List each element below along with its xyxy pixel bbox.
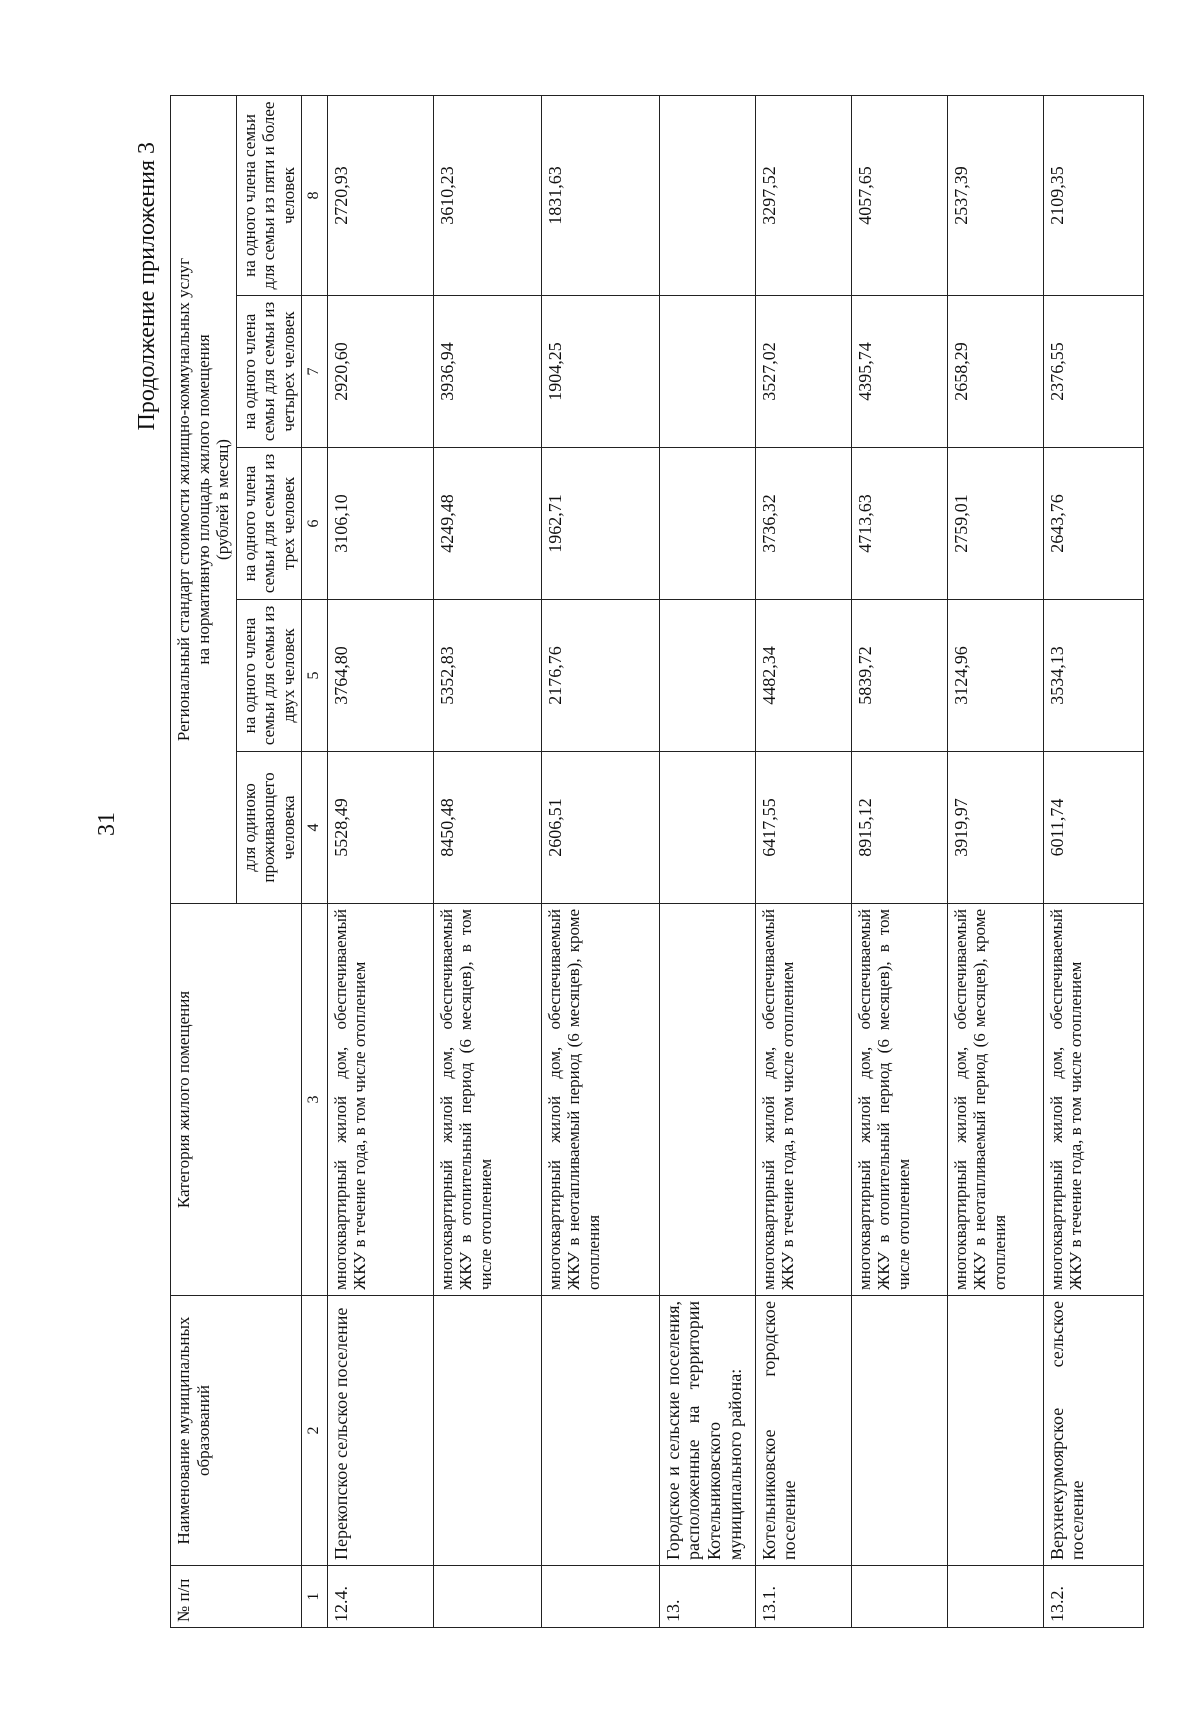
- row-category: многоквартирный жилой дом, обеспечиваемый ЖКУ в течение года, в том числе отоплением: [327, 904, 433, 1296]
- table-body: [327, 95, 1143, 1627]
- row-value: 3106,10: [327, 448, 433, 600]
- row-municipality: Городское и сельские поселения, расположенные на территории Котельниковского муниципального района:: [659, 1296, 755, 1566]
- row-value: 2643,76: [1043, 448, 1143, 600]
- column-number: 2: [302, 1296, 327, 1566]
- table-row: [327, 95, 433, 1627]
- row-municipality: [541, 1296, 659, 1566]
- row-value: 6417,55: [755, 752, 851, 904]
- row-category: многоквартирный жилой дом, обеспечиваемый ЖКУ в течение года, в том числе отоплением: [755, 904, 851, 1296]
- row-value: 5352,83: [433, 600, 541, 752]
- row-value: 8915,12: [851, 752, 947, 904]
- row-category: многоквартирный жилой дом, обеспечиваемый ЖКУ в неотапливаемый период (6 месяцев), кроме отопления: [541, 904, 659, 1296]
- table-row: [755, 95, 851, 1627]
- row-municipality: [851, 1296, 947, 1566]
- row-value: [659, 600, 755, 752]
- header-group-line1: Региональный стандарт стоимости жилищно-коммунальных услуг: [174, 257, 193, 742]
- header-col-4: для одиноко проживающего человека: [236, 752, 302, 904]
- row-index: [947, 1566, 1043, 1628]
- column-number: 7: [302, 296, 327, 448]
- row-value: 1904,25: [541, 296, 659, 448]
- column-number: 8: [302, 95, 327, 295]
- table-row: [659, 95, 755, 1627]
- row-category: многоквартирный жилой дом, обеспечиваемый ЖКУ в неотапливаемый период (6 месяцев), кроме отопления: [947, 904, 1043, 1296]
- row-value: 3527,02: [755, 296, 851, 448]
- row-value: 4249,48: [433, 448, 541, 600]
- row-value: 5528,49: [327, 752, 433, 904]
- row-value: 3124,96: [947, 600, 1043, 752]
- row-value: 2759,01: [947, 448, 1043, 600]
- row-municipality: Перекопское сельское поселение: [327, 1296, 433, 1566]
- row-index: 12.4.: [327, 1566, 433, 1628]
- row-value: 2376,55: [1043, 296, 1143, 448]
- column-number: 6: [302, 448, 327, 600]
- row-value: 4057,65: [851, 95, 947, 295]
- page-number: 31: [94, 812, 120, 836]
- row-value: [659, 95, 755, 295]
- row-value: 3297,52: [755, 95, 851, 295]
- row-index: [541, 1566, 659, 1628]
- row-category: многоквартирный жилой дом, обеспечиваемый ЖКУ в отопительный период (6 месяцев), в том числе отоплением: [433, 904, 541, 1296]
- column-number: 4: [302, 752, 327, 904]
- row-index: 13.: [659, 1566, 755, 1628]
- header-col-5: на одного члена семьи для семьи из двух человек: [236, 600, 302, 752]
- header-col-index: № п/п: [171, 1566, 302, 1628]
- row-category: многоквартирный жилой дом, обеспечиваемый ЖКУ в отопительный период (6 месяцев), в том числе отоплением: [851, 904, 947, 1296]
- row-value: 3764,80: [327, 600, 433, 752]
- column-number-row: [302, 95, 327, 1627]
- row-value: 2720,93: [327, 95, 433, 295]
- row-value: 6011,74: [1043, 752, 1143, 904]
- table-row: [851, 95, 947, 1627]
- column-number: 1: [302, 1566, 327, 1628]
- header-row-1: [171, 95, 237, 1627]
- table-row: [947, 95, 1043, 1627]
- row-value: 1962,71: [541, 448, 659, 600]
- row-municipality: [433, 1296, 541, 1566]
- header-col-category: Категория жилого помещения: [171, 904, 302, 1296]
- row-value: 2109,35: [1043, 95, 1143, 295]
- row-municipality: [947, 1296, 1043, 1566]
- continuation-label: Продолжение приложения 3: [134, 142, 160, 431]
- column-number: 5: [302, 600, 327, 752]
- row-value: 2606,51: [541, 752, 659, 904]
- row-value: 4482,34: [755, 600, 851, 752]
- table-row: [1043, 95, 1143, 1627]
- row-value: [659, 296, 755, 448]
- row-value: 4395,74: [851, 296, 947, 448]
- row-municipality: Верхнекурмоярское сельское поселение: [1043, 1296, 1143, 1566]
- row-value: [659, 752, 755, 904]
- tariff-table: [170, 95, 1144, 1628]
- header-col-8: на одного члена семьи для семьи из пяти и более человек: [236, 95, 302, 295]
- row-value: 2658,29: [947, 296, 1043, 448]
- row-index: 13.2.: [1043, 1566, 1143, 1628]
- header-group: [171, 95, 237, 903]
- row-category: [659, 904, 755, 1296]
- row-value: 3610,23: [433, 95, 541, 295]
- header-col-name: Наименование муниципальных образований: [171, 1296, 302, 1566]
- row-value: 3736,32: [755, 448, 851, 600]
- row-value: 2920,60: [327, 296, 433, 448]
- row-index: [433, 1566, 541, 1628]
- row-value: 2537,39: [947, 95, 1043, 295]
- row-value: 8450,48: [433, 752, 541, 904]
- row-value: 3919,97: [947, 752, 1043, 904]
- row-value: 3936,94: [433, 296, 541, 448]
- table-row: [433, 95, 541, 1627]
- row-value: 4713,63: [851, 448, 947, 600]
- row-index: [851, 1566, 947, 1628]
- header-col-6: на одного члена семьи для семьи из трех человек: [236, 448, 302, 600]
- header-group-line3: (рублей в месяц): [213, 439, 233, 560]
- row-category: многоквартирный жилой дом, обеспечиваемый ЖКУ в течение года, в том числе отоплением: [1043, 904, 1143, 1296]
- row-value: 3534,13: [1043, 600, 1143, 752]
- header-group-line2: на нормативную площадь жилого помещения: [193, 334, 213, 665]
- row-value: [659, 448, 755, 600]
- row-value: 2176,76: [541, 600, 659, 752]
- row-municipality: Котельниковское городское поселение: [755, 1296, 851, 1566]
- column-number: 3: [302, 904, 327, 1296]
- row-value: 5839,72: [851, 600, 947, 752]
- row-value: 1831,63: [541, 95, 659, 295]
- table-row: [541, 95, 659, 1627]
- row-index: 13.1.: [755, 1566, 851, 1628]
- header-col-7: на одного члена семьи для семьи из четырех человек: [236, 296, 302, 448]
